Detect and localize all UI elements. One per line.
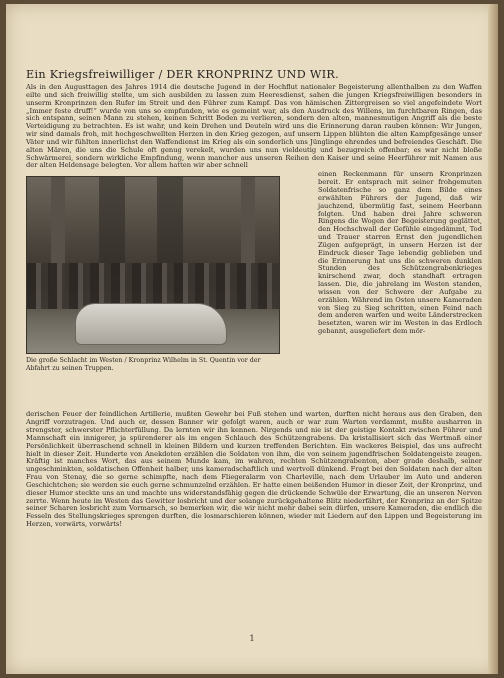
side-paragraph: einen Reckenmann für unsern Kronprinzen bereit. Er entsprach mit seiner frohgemuten Soldatenfrische so ganz dem Bilde eines erwählten Führers der Jugend, daß wir jauchzend, übermütig fast, seinem Heerbann folgten. Und haben drei Jahre schweren Ringens die Wogen der Begeisterung geglättet, den Hochschwall der Gefühle eingedämmt, Tod und Trauer starren Ernst den jugendlichen Zügen aufgeprägt, in unsern Herzen ist der Eindruck dieser Tage lebendig geblieben und die Erinnerung hat uns die schweren dunklen Stunden des Schützengrabenkrieges knirschend zwar, doch standhaft ertragen lassen. Die, die jahrelang im Westen standen, wissen von der Schwere der Aufgabe zu erzählen. Während im Osten unsere Kameraden von Sieg zu Sieg schritten, einen Feind nach dem anderen warfen und weite Länderstrecken besetzten, waren wir im Westen in das Erdloch gebannt, ausgeliefert dem mör- (318, 170, 482, 336)
article-title: Ein Kriegsfreiwilliger / DER KRONPRINZ UND WIR. (26, 68, 339, 81)
figure (26, 176, 284, 372)
magazine-page (6, 4, 498, 674)
intro-paragraph: Als in den Augusttagen des Jahres 1914 die deutsche Jugend in der Hochflut nationaler Begeisterung allenthalben zu den Waffen eilte und sich freiwillig stellte, um sich ausbilden zu lassen zum Heeresdienst, sahen die jungen Kriegsfreiwilligen besonders in unserm Kronprinzen den Rufer im Streit und den Führer zum Kampf. Das von hämischen Zittergreisen so viel angefeindete Wort „Immer feste druff!“ wurde von uns so empfunden, wie es gemeint war, als den Ausdruck des Willens, im furchtbaren Ringen, das sich entspann, seinen Mann zu stehen, keinen Schritt Boden zu verlieren, sondern den alten, mannesmutigen Angriff als die beste Verteidigung zu betrachten. Es ist wahr, und kein Drehen und Deuteln wird uns die Erinnerung daran rauben können: Wir Jungen, wir sind damals froh, mit hochgeschwellten Herzen in den Krieg gezogen, auf unsern Lippen blühten die alten Kampfgesänge unser Väter und wir fühlten innerlichst den Waffendienst im Krieg als ein sonderlich uns Jünglinge ehrendes und befreiendes Geschäft. Die alten Mären, die uns die Schule oft genug verekelt, wurden uns nun vieldeutig und bezugreich offenbar; es war nicht bloße Schwärmerei, sondern wirkliche Empfindung, wenn mancher aus unseren Reihen den Kaiser und seine Heerführer mit Namen aus der alten Heldensage belegten. Vor allem hatten wir aber schnell (26, 83, 482, 170)
figure-row (26, 171, 482, 405)
side-column (318, 171, 482, 336)
page-number: 1 (249, 634, 255, 643)
article (26, 68, 482, 529)
book-spine (488, 4, 498, 674)
closing-paragraph: derischen Feuer der feindlichen Artillerie, mußten Gewehr bei Fuß stehen und warten, durften nicht heraus aus den Graben, den Angriff vorzutragen. Und auch er, dessen Banner wir gefolgt waren, auch er war zum Warten verdammt, mußte ausharren in strengster, schwerster Pflichterfüllung. Da lernten wir ihn kennen. Nirgends und nie ist der geistige Kontakt zwischen Führer und Mannschaft ein innigerer, ja spürenderer als im engen Schlauch des Schützengrabens. Da kristallisiert sich das Wertmaß einer Persönlichkeit überraschend schnell in kleinen Bildern und kurzen treffenden Berichten. Ein wackeres Beispiel, das uns aufrecht hielt in dieser Zeit. Hunderte von Anekdoten erzählen die Soldaten von ihm, die von seinem jugendfrischen Soldatengeiste zeugen. Kräftig ist manches Wort, das aus seinem Munde kam, im wahren, rechten Schützengrabenton, aber grade deshalb, seiner ungeschminkten, soldatischen Offenheit halber, uns kameradschaftlich und wertvoll dünkend. Fragt bei den Soldaten nach der alten Frau von Stenay, die so gerne schimpfte, nach dem Fliegeralarm von Charleville, nach dem Urlauber im Auto und anderen Geschichtchen; sie werden sie euch gerne schmunzelnd erzählen. Er hatte einen beißenden Humor in dieser Zeit, der Kronprinz, und dieser Humor steckte uns an und machte uns widerstandsfähig gegen die drückende Schwüle der Erwartung, die an unseren Nerven zerrte. Wenn heute im Westen das Gewitter losbricht und der solange zurückgehaltene Blitz niederfährt, der Kronprinz an der Spitze seiner Scharen losbricht zum Vormarsch, so bemerken wir, die wir nicht mehr dabei sein dürfen, unsere Kameraden, die endlich die Fesseln des Stellungskrieges sprengen durften, die losmarschieren können, wieder mit Liedern auf den Lippen und Begeisterung im Herzen, vorwärts, vorwärts! (26, 410, 482, 529)
crown-prince-photo (26, 176, 280, 354)
figure-caption: Die große Schlacht im Westen / Kronprinz Wilhelm in St. Quentin vor der Abfahrt zu seinen Truppen. (26, 357, 261, 372)
